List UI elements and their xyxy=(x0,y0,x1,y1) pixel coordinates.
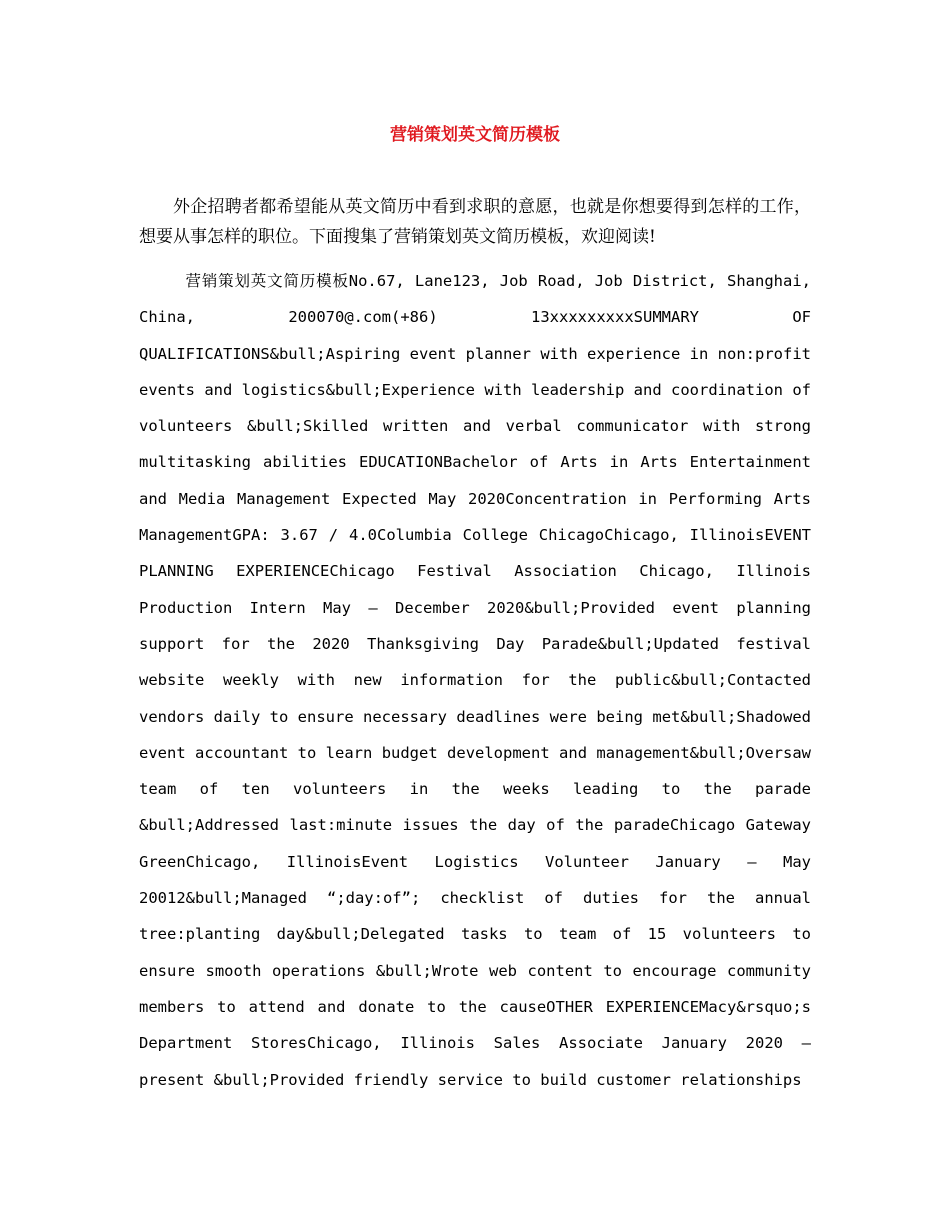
document-title: 营销策划英文简历模板 xyxy=(390,125,560,145)
intro-paragraph: 外企招聘者都希望能从英文简历中看到求职的意愿，也就是你想要得到怎样的工作，想要从事怎样的职位。下面搜集了营销策划英文简历模板，欢迎阅读! xyxy=(139,197,811,247)
resume-body-text: 营销策划英文简历模板No.67, Lane123, Job Road, Job District, Shanghai, China, 200070@.com(+86) 13xxxxxxxxxSUMMARY OF QUALIFICATIONS&bull;Aspiring event planner with experience in non:profit events and logistics&bull;Experience with leadership and coordination of volunteers &bull;Skilled written and verbal communicator with strong multitasking abilities EDUCATIONBachelor of Arts in Arts Entertainment and Media Management Expected May 2020Concentration in Performing Arts ManagementGPA: 3.67 / 4.0Columbia College ChicagoChicago, IllinoisEVENT PLANNING EXPERIENCEChicago Festival Association Chicago, Illinois Production Intern May – December 2020&bull;Provided event planning support for the 2020 Thanksgiving Day Parade&bull;Updated festival website weekly with new information for the public&bull;Contacted vendors daily to ensure necessary deadlines were being met&bull;Shadowed event accountant to learn budget development and management&bull;Oversaw team of ten volunteers in the weeks leading to the parade &bull;Addressed last:minute issues the day of the paradeChicago Gateway GreenChicago, IllinoisEvent Logistics Volunteer January – May 20012&bull;Managed “;day:of”; checklist of duties for the annual tree:planting day&bull;Delegated tasks to team of 15 volunteers to ensure smooth operations &bull;Wrote web content to encourage community members to attend and donate to the causeOTHER EXPERIENCEMacy&rsquo;s Department StoresChicago, Illinois Sales Associate January 2020 – present &bull;Provided friendly service to build customer relationships xyxy=(139,272,811,1089)
